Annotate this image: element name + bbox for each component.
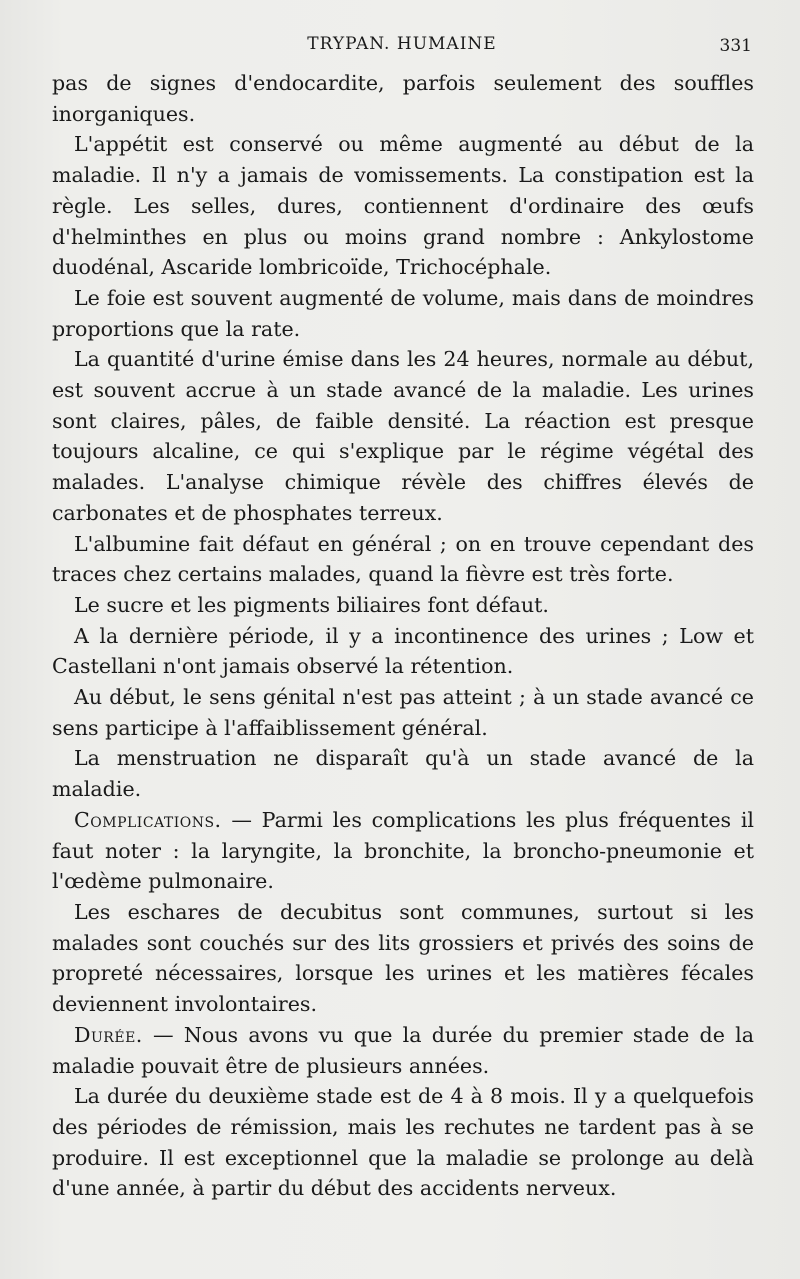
paragraph-text: — Parmi les complications les plus fréquentes il faut noter : la laryngite, la bronchite, la broncho-pneumonie et l'œdème pulmonaire. <box>52 807 754 894</box>
section-heading-complications: Complications. <box>74 807 222 832</box>
paragraph <box>52 743 754 804</box>
section-heading-duree: Durée. <box>74 1022 143 1047</box>
paragraph-text: La durée du deuxième stade est de 4 à 8 mois. Il y a quelquefois des périodes de rémission, mais les rechutes ne tardent pas à se produire. Il est exceptionnel que la maladie se prolonge au delà d'une année, à partir du début des accidents nerveux. <box>52 1084 754 1201</box>
paragraph <box>52 68 754 129</box>
paragraph <box>52 283 754 344</box>
paragraph-text: L'albumine fait défaut en général ; on en trouve cependant des traces chez certains malades, quand la fièvre est très forte. <box>52 531 754 587</box>
paragraph <box>52 897 754 1020</box>
paragraph <box>52 344 754 528</box>
paragraph <box>52 682 754 743</box>
paragraph <box>52 1020 754 1081</box>
paragraph <box>52 805 754 897</box>
paragraph-text: Au début, le sens génital n'est pas atteint ; à un stade avancé ce sens participe à l'affaiblissement général. <box>52 685 754 740</box>
page-header <box>52 34 752 60</box>
paragraph-text: Le sucre et les pigments biliaires font défaut. <box>74 592 549 617</box>
body-text <box>52 68 754 1204</box>
paragraph-text: Les eschares de decubitus sont communes, surtout si les malades sont couchés sur des lits grossiers et privés des soins de propreté nécessaires, lorsque les urines et les matières fécales deviennent involontaires. <box>52 899 754 1017</box>
paragraph <box>52 529 754 590</box>
paragraph-text: pas de signes d'endocardite, parfois seulement des souffles inorganiques. <box>52 71 754 126</box>
paragraph-text: L'appétit est conservé ou même augmenté au début de la maladie. Il n'y a jamais de vomissements. La constipation est la règle. Les selles, dures, contiennent d'ordinaire des œufs d'helminthes en plus ou moins grand nombre : Ankylostome duodénal, Ascaride lombricoïde, Trichocéphale. <box>52 132 754 280</box>
paragraph-text: La menstruation ne disparaît qu'à un stade avancé de la maladie. <box>52 746 754 802</box>
paragraph-text: A la dernière période, il y a incontinence des urines ; Low et Castellani n'ont jamais observé la rétention. <box>52 623 754 679</box>
paragraph-text: La quantité d'urine émise dans les 24 heures, normale au début, est souvent accrue à un stade avancé de la maladie. Les urines sont claires, pâles, de faible densité. La réaction est presque toujours alcaline, ce qui s'explique par le régime végétal des malades. L'analyse chimique révèle des chiffres élevés de carbonates et de phosphates terreux. <box>52 347 754 525</box>
paragraph-text: Le foie est souvent augmenté de volume, mais dans de moindres proportions que la rate. <box>52 285 754 341</box>
paragraph-text: — Nous avons vu que la durée du premier stade de la maladie pouvait être de plusieurs années. <box>52 1022 754 1078</box>
running-title: TRYPAN. HUMAINE <box>307 34 497 54</box>
paragraph <box>52 1081 754 1204</box>
paragraph <box>52 621 754 682</box>
paragraph <box>52 590 754 621</box>
paragraph <box>52 129 754 283</box>
page-number: 331 <box>719 36 752 56</box>
